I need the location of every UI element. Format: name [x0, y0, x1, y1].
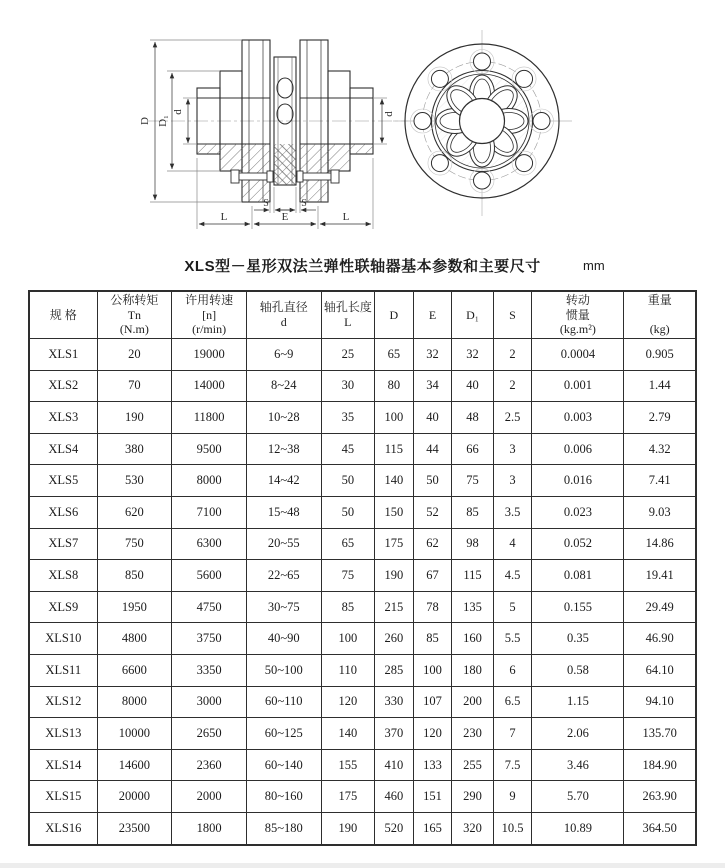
model-cell: XLS1 — [29, 339, 97, 371]
value-cell: 3350 — [172, 654, 247, 686]
model-cell: XLS16 — [29, 812, 97, 844]
value-cell: 20 — [97, 339, 172, 371]
value-cell: 135.70 — [624, 718, 696, 750]
value-cell: 14.86 — [624, 528, 696, 560]
table-row — [29, 591, 696, 623]
dim-label-d-left: d — [172, 109, 184, 115]
column-header: D₁ — [452, 291, 493, 339]
value-cell: 263.90 — [624, 781, 696, 813]
unit-label: mm — [583, 258, 605, 273]
value-cell: 30~75 — [246, 591, 321, 623]
value-cell: 135 — [452, 591, 493, 623]
column-header: 轴孔长度 L — [321, 291, 374, 339]
model-cell: XLS5 — [29, 465, 97, 497]
value-cell: 2000 — [172, 781, 247, 813]
value-cell: 155 — [321, 749, 374, 781]
value-cell: 2.5 — [493, 402, 532, 434]
value-cell: 94.10 — [624, 686, 696, 718]
value-cell: 5.5 — [493, 623, 532, 655]
table-row — [29, 781, 696, 813]
dim-label-d-right: d — [383, 111, 395, 117]
table-row — [29, 496, 696, 528]
value-cell: 4 — [493, 528, 532, 560]
section-view — [139, 40, 408, 229]
value-cell: 40 — [413, 402, 452, 434]
column-header: 轴孔直径 d — [246, 291, 321, 339]
value-cell: 260 — [375, 623, 414, 655]
dim-label-E: E — [281, 211, 289, 223]
value-cell: 19000 — [172, 339, 247, 371]
value-cell: 520 — [375, 812, 414, 844]
value-cell: 2 — [493, 339, 532, 371]
table-row — [29, 718, 696, 750]
value-cell: 100 — [375, 402, 414, 434]
value-cell: 32 — [413, 339, 452, 371]
value-cell: 255 — [452, 749, 493, 781]
model-cell: XLS7 — [29, 528, 97, 560]
value-cell: 23500 — [97, 812, 172, 844]
value-cell: 46.90 — [624, 623, 696, 655]
model-cell: XLS13 — [29, 718, 97, 750]
value-cell: 530 — [97, 465, 172, 497]
value-cell: 78 — [413, 591, 452, 623]
value-cell: 8~24 — [246, 370, 321, 402]
model-cell: XLS14 — [29, 749, 97, 781]
value-cell: 9.03 — [624, 496, 696, 528]
value-cell: 1950 — [97, 591, 172, 623]
center-bore — [460, 99, 505, 144]
value-cell: 4750 — [172, 591, 247, 623]
value-cell: 1800 — [172, 812, 247, 844]
value-cell: 19.41 — [624, 560, 696, 592]
value-cell: 60~140 — [246, 749, 321, 781]
value-cell: 0.155 — [532, 591, 624, 623]
value-cell: 140 — [321, 718, 374, 750]
value-cell: 410 — [375, 749, 414, 781]
value-cell: 0.905 — [624, 339, 696, 371]
value-cell: 364.50 — [624, 812, 696, 844]
column-header: D — [375, 291, 414, 339]
value-cell: 380 — [97, 433, 172, 465]
value-cell: 8000 — [172, 465, 247, 497]
table-row — [29, 686, 696, 718]
value-cell: 230 — [452, 718, 493, 750]
value-cell: 85 — [452, 496, 493, 528]
value-cell: 0.081 — [532, 560, 624, 592]
value-cell: 850 — [97, 560, 172, 592]
value-cell: 3 — [493, 433, 532, 465]
table-row — [29, 812, 696, 844]
value-cell: 184.90 — [624, 749, 696, 781]
value-cell: 115 — [452, 560, 493, 592]
value-cell: 22~65 — [246, 560, 321, 592]
bolt-hole — [414, 113, 431, 130]
bolt-hole — [431, 155, 448, 172]
value-cell: 750 — [97, 528, 172, 560]
value-cell: 5600 — [172, 560, 247, 592]
dim-label-L-left: L — [220, 211, 228, 223]
value-cell: 10.89 — [532, 812, 624, 844]
value-cell: 165 — [413, 812, 452, 844]
value-cell: 7.5 — [493, 749, 532, 781]
value-cell: 2.06 — [532, 718, 624, 750]
value-cell: 98 — [452, 528, 493, 560]
elastic-element-section — [277, 78, 293, 98]
model-cell: XLS8 — [29, 560, 97, 592]
value-cell: 10000 — [97, 718, 172, 750]
value-cell: 45 — [321, 433, 374, 465]
value-cell: 120 — [413, 718, 452, 750]
value-cell: 5.70 — [532, 781, 624, 813]
value-cell: 85 — [321, 591, 374, 623]
value-cell: 9 — [493, 781, 532, 813]
bolt-hole — [516, 155, 533, 172]
column-header: S — [493, 291, 532, 339]
value-cell: 110 — [321, 654, 374, 686]
model-cell: XLS4 — [29, 433, 97, 465]
dim-label-L-right: L — [342, 211, 350, 223]
value-cell: 107 — [413, 686, 452, 718]
value-cell: 20~55 — [246, 528, 321, 560]
page-bottom-edge — [0, 863, 725, 868]
value-cell: 62 — [413, 528, 452, 560]
page-title: XLS型－星形双法兰弹性联轴器基本参数和主要尺寸 — [184, 258, 541, 275]
table-row — [29, 528, 696, 560]
model-cell: XLS6 — [29, 496, 97, 528]
value-cell: 190 — [97, 402, 172, 434]
value-cell: 35 — [321, 402, 374, 434]
model-cell: XLS3 — [29, 402, 97, 434]
value-cell: 4800 — [97, 623, 172, 655]
value-cell: 0.016 — [532, 465, 624, 497]
model-cell: XLS15 — [29, 781, 97, 813]
value-cell: 3 — [493, 465, 532, 497]
table-header — [29, 291, 696, 339]
value-cell: 10.5 — [493, 812, 532, 844]
value-cell: 0.052 — [532, 528, 624, 560]
bolt-hole — [474, 172, 491, 189]
elastic-element-section — [277, 104, 293, 124]
value-cell: 100 — [321, 623, 374, 655]
value-cell: 34 — [413, 370, 452, 402]
table-row — [29, 465, 696, 497]
value-cell: 85 — [413, 623, 452, 655]
value-cell: 70 — [97, 370, 172, 402]
dim-label-S-right: S — [301, 198, 307, 209]
value-cell: 175 — [375, 528, 414, 560]
value-cell: 190 — [321, 812, 374, 844]
value-cell: 14~42 — [246, 465, 321, 497]
value-cell: 0.003 — [532, 402, 624, 434]
model-cell: XLS12 — [29, 686, 97, 718]
value-cell: 65 — [375, 339, 414, 371]
value-cell: 44 — [413, 433, 452, 465]
dim-label-D: D — [139, 117, 151, 125]
model-cell: XLS2 — [29, 370, 97, 402]
table-row — [29, 623, 696, 655]
value-cell: 40~90 — [246, 623, 321, 655]
table-row — [29, 402, 696, 434]
value-cell: 50 — [413, 465, 452, 497]
value-cell: 85~180 — [246, 812, 321, 844]
value-cell: 32 — [452, 339, 493, 371]
value-cell: 120 — [321, 686, 374, 718]
table-body — [29, 339, 696, 845]
value-cell: 3.5 — [493, 496, 532, 528]
value-cell: 3000 — [172, 686, 247, 718]
value-cell: 2.79 — [624, 402, 696, 434]
table-row — [29, 433, 696, 465]
value-cell: 29.49 — [624, 591, 696, 623]
value-cell: 133 — [413, 749, 452, 781]
value-cell: 160 — [452, 623, 493, 655]
column-header: 许用转速 [n] (r/min) — [172, 291, 247, 339]
value-cell: 2650 — [172, 718, 247, 750]
table-row — [29, 370, 696, 402]
table-row — [29, 560, 696, 592]
value-cell: 12~38 — [246, 433, 321, 465]
value-cell: 0.006 — [532, 433, 624, 465]
value-cell: 80 — [375, 370, 414, 402]
value-cell: 100 — [413, 654, 452, 686]
parameters-table — [28, 290, 697, 846]
value-cell: 48 — [452, 402, 493, 434]
value-cell: 6 — [493, 654, 532, 686]
bolt-hole — [431, 70, 448, 87]
front-view — [393, 30, 572, 216]
value-cell: 5 — [493, 591, 532, 623]
value-cell: 0.0004 — [532, 339, 624, 371]
value-cell: 3750 — [172, 623, 247, 655]
value-cell: 330 — [375, 686, 414, 718]
value-cell: 14000 — [172, 370, 247, 402]
value-cell: 175 — [321, 781, 374, 813]
value-cell: 7 — [493, 718, 532, 750]
value-cell: 140 — [375, 465, 414, 497]
dim-label-D1: D₁ — [157, 115, 169, 127]
model-cell: XLS11 — [29, 654, 97, 686]
value-cell: 7100 — [172, 496, 247, 528]
value-cell: 2360 — [172, 749, 247, 781]
value-cell: 20000 — [97, 781, 172, 813]
bolt-hole — [533, 113, 550, 130]
value-cell: 10~28 — [246, 402, 321, 434]
value-cell: 215 — [375, 591, 414, 623]
value-cell: 3.46 — [532, 749, 624, 781]
value-cell: 180 — [452, 654, 493, 686]
value-cell: 370 — [375, 718, 414, 750]
value-cell: 190 — [375, 560, 414, 592]
value-cell: 40 — [452, 370, 493, 402]
value-cell: 75 — [321, 560, 374, 592]
value-cell: 50 — [321, 496, 374, 528]
value-cell: 60~125 — [246, 718, 321, 750]
value-cell: 620 — [97, 496, 172, 528]
value-cell: 115 — [375, 433, 414, 465]
value-cell: 4.32 — [624, 433, 696, 465]
value-cell: 200 — [452, 686, 493, 718]
value-cell: 30 — [321, 370, 374, 402]
hatch-center — [274, 144, 296, 185]
value-cell: 0.58 — [532, 654, 624, 686]
value-cell: 60~110 — [246, 686, 321, 718]
value-cell: 290 — [452, 781, 493, 813]
value-cell: 6600 — [97, 654, 172, 686]
value-cell: 11800 — [172, 402, 247, 434]
value-cell: 320 — [452, 812, 493, 844]
column-header: 规 格 — [29, 291, 97, 339]
value-cell: 64.10 — [624, 654, 696, 686]
value-cell: 52 — [413, 496, 452, 528]
value-cell: 1.44 — [624, 370, 696, 402]
value-cell: 50 — [321, 465, 374, 497]
value-cell: 285 — [375, 654, 414, 686]
dim-label-S-left: S — [263, 198, 269, 209]
column-header: 公称转矩 Tn (N.m) — [97, 291, 172, 339]
bolt-hole — [516, 70, 533, 87]
column-header: 重量 (kg) — [624, 291, 696, 339]
value-cell: 151 — [413, 781, 452, 813]
coupling-drawing-svg — [0, 4, 725, 250]
model-cell: XLS9 — [29, 591, 97, 623]
value-cell: 4.5 — [493, 560, 532, 592]
value-cell: 66 — [452, 433, 493, 465]
value-cell: 2 — [493, 370, 532, 402]
table-row — [29, 339, 696, 371]
value-cell: 6.5 — [493, 686, 532, 718]
value-cell: 75 — [452, 465, 493, 497]
value-cell: 6~9 — [246, 339, 321, 371]
column-header: 转动 惯量 (kg.m²) — [532, 291, 624, 339]
value-cell: 150 — [375, 496, 414, 528]
value-cell: 80~160 — [246, 781, 321, 813]
column-header: E — [413, 291, 452, 339]
value-cell: 8000 — [97, 686, 172, 718]
value-cell: 50~100 — [246, 654, 321, 686]
value-cell: 65 — [321, 528, 374, 560]
value-cell: 7.41 — [624, 465, 696, 497]
value-cell: 6300 — [172, 528, 247, 560]
value-cell: 0.35 — [532, 623, 624, 655]
technical-drawing — [0, 4, 725, 250]
value-cell: 1.15 — [532, 686, 624, 718]
bolt-hole — [474, 53, 491, 70]
value-cell: 14600 — [97, 749, 172, 781]
table-row — [29, 654, 696, 686]
value-cell: 9500 — [172, 433, 247, 465]
table-row — [29, 749, 696, 781]
value-cell: 460 — [375, 781, 414, 813]
value-cell: 15~48 — [246, 496, 321, 528]
value-cell: 0.001 — [532, 370, 624, 402]
value-cell: 25 — [321, 339, 374, 371]
value-cell: 0.023 — [532, 496, 624, 528]
value-cell: 67 — [413, 560, 452, 592]
model-cell: XLS10 — [29, 623, 97, 655]
